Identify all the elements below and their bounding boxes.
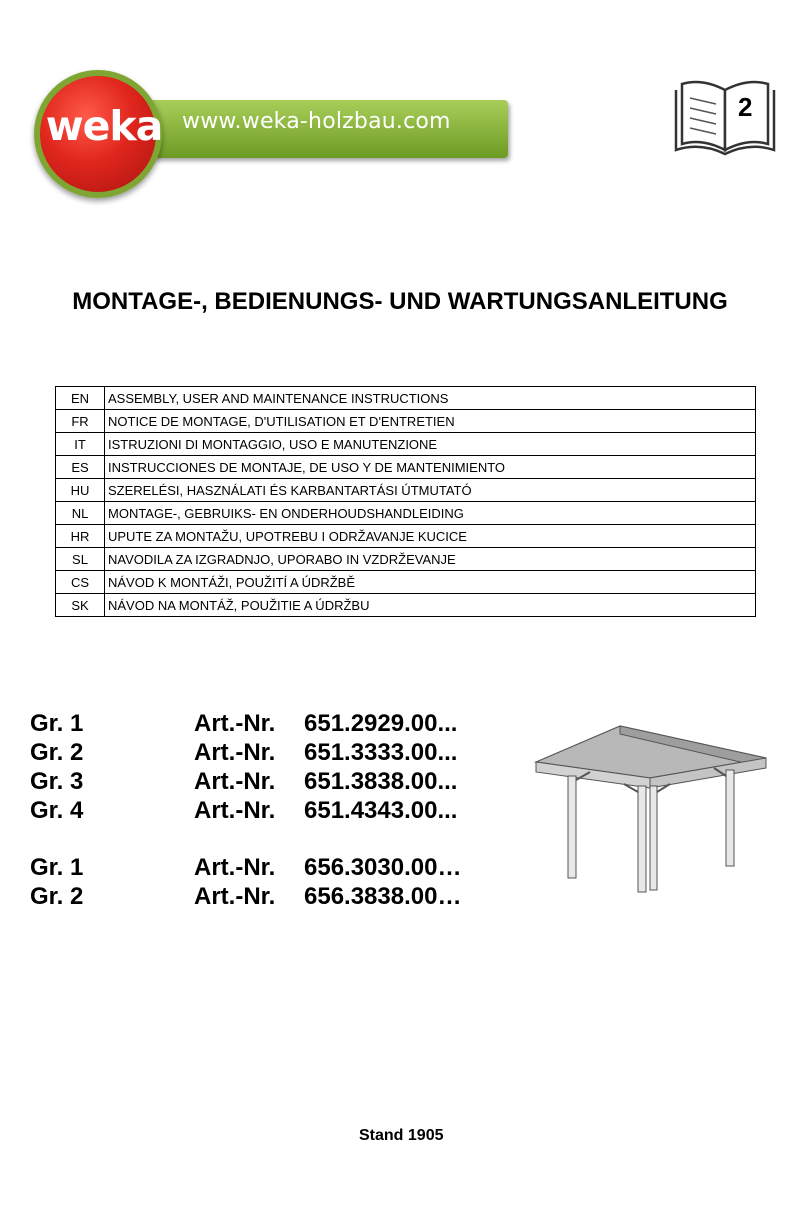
language-code: EN [56,387,105,410]
language-code: ES [56,456,105,479]
open-book-icon [670,76,780,160]
article-label: Art.-Nr. [194,739,276,766]
logo-url: www.weka-holzbau.com [182,109,451,134]
language-row [56,502,756,525]
article-label: Art.-Nr. [194,854,276,881]
language-title: INSTRUCCIONES DE MONTAJE, DE USO Y DE MANTENIMIENTO [105,456,756,479]
article-label: Art.-Nr. [194,883,276,910]
article-number: 656.3030.00… [304,854,462,881]
language-code: IT [56,433,105,456]
language-code: CS [56,571,105,594]
article-number: 651.4343.00... [304,797,458,824]
language-row [56,594,756,617]
language-title: ASSEMBLY, USER AND MAINTENANCE INSTRUCTIONS [105,387,756,410]
language-code: HU [56,479,105,502]
language-title: SZERELÉSI, HASZNÁLATI ÉS KARBANTARTÁSI ÚTMUTATÓ [105,479,756,502]
article-group: Gr. 1 [30,710,84,737]
article-label: Art.-Nr. [194,768,276,795]
article-number: 651.3333.00... [304,739,458,766]
language-code: SK [56,594,105,617]
language-title: NAVODILA ZA IZGRADNJO, UPORABO IN VZDRŽEVANJE [105,548,756,571]
article-number: 651.2929.00... [304,710,458,737]
article-group: Gr. 1 [30,854,84,881]
page-title: MONTAGE-, BEDIENUNGS- UND WARTUNGSANLEITUNG [72,288,728,315]
language-code: NL [56,502,105,525]
language-row [56,571,756,594]
article-label: Art.-Nr. [194,710,276,737]
article-group: Gr. 4 [30,797,84,824]
language-row [56,525,756,548]
language-row [56,410,756,433]
logo-wordmark: weka [45,102,163,150]
language-title: NÁVOD NA MONTÁŽ, POUŽITIE A ÚDRŽBU [105,594,756,617]
language-title: NÁVOD K MONTÁŽI, POUŽITÍ A ÚDRŽBĚ [105,571,756,594]
article-label: Art.-Nr. [194,797,276,824]
language-row [56,548,756,571]
language-code: SL [56,548,105,571]
article-number: 656.3838.00… [304,883,462,910]
language-title: ISTRUZIONI DI MONTAGGIO, USO E MANUTENZIONE [105,433,756,456]
manual-volume-number: 2 [738,92,753,122]
article-number: 651.3838.00... [304,768,458,795]
article-group: Gr. 2 [30,883,84,910]
language-row [56,387,756,410]
language-row [56,433,756,456]
language-row [56,456,756,479]
article-group: Gr. 2 [30,739,84,766]
language-code: HR [56,525,105,548]
language-title: NOTICE DE MONTAGE, D'UTILISATION ET D'ENTRETIEN [105,410,756,433]
gazebo-illustration [530,720,770,895]
weka-logo [22,58,500,200]
footer-version-text: Stand 1905 [359,1127,444,1144]
article-group: Gr. 3 [30,768,84,795]
language-row [56,479,756,502]
language-title: UPUTE ZA MONTAŽU, UPOTREBU I ODRŽAVANJE KUCICE [105,525,756,548]
language-code: FR [56,410,105,433]
language-table [55,386,756,617]
language-title: MONTAGE-, GEBRUIKS- EN ONDERHOUDSHANDLEIDING [105,502,756,525]
